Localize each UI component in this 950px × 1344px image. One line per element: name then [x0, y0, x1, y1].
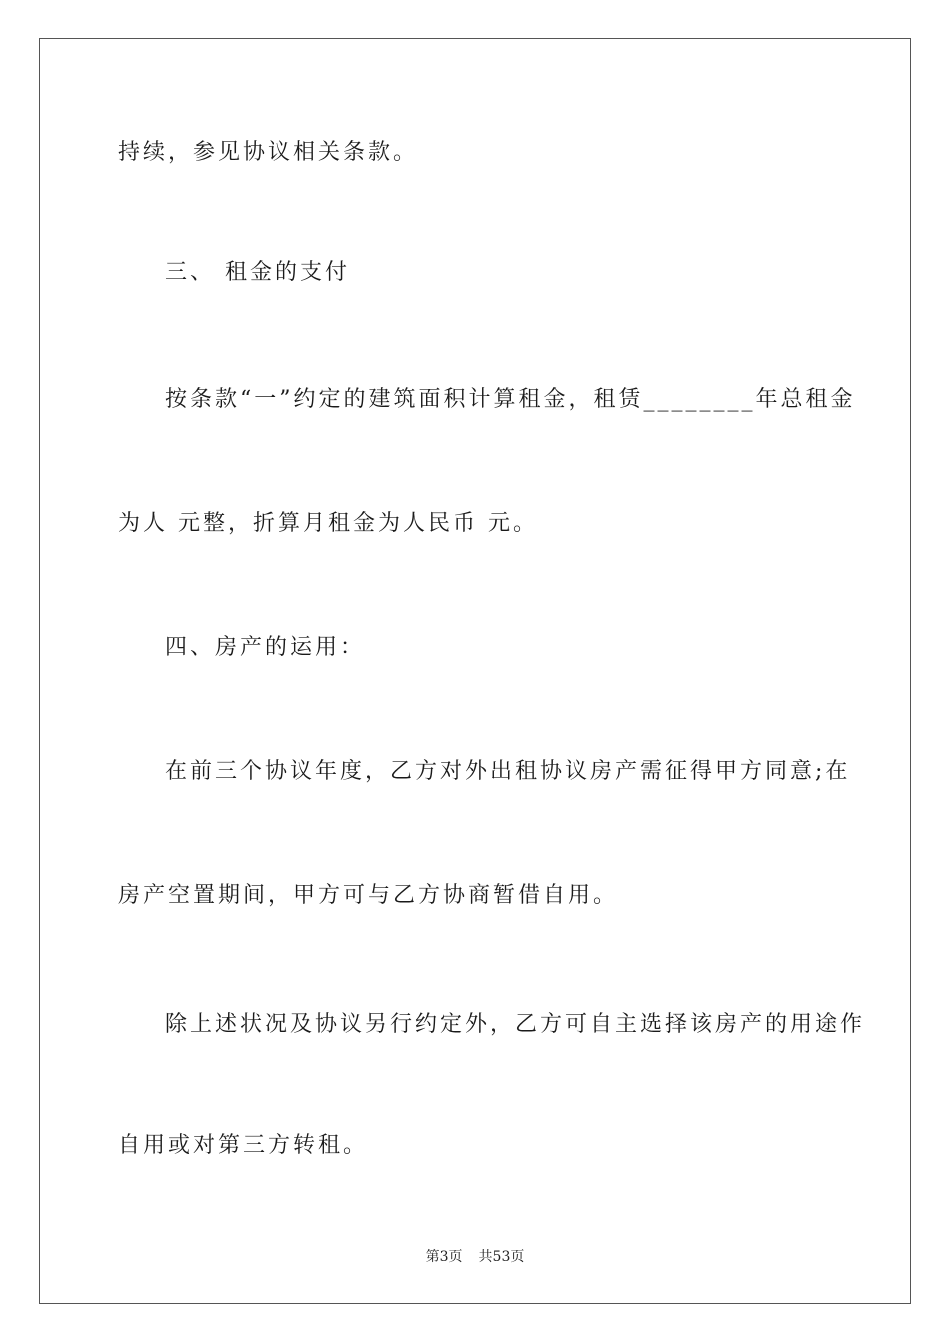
page-border [39, 38, 911, 1304]
section-heading-property-use: 四、房产的运用： [165, 635, 366, 660]
section-heading-rent-payment: 三、 租金的支付 [165, 260, 350, 285]
sublease-condition-text: 在前三个协议年度，乙方对外出租协议房产需征得甲方同意;在 [165, 759, 851, 784]
rent-calculation-text: 按条款“一”约定的建筑面积计算租金，租赁________年总租金 [165, 387, 856, 412]
page-number: 第3页 [425, 1249, 463, 1265]
total-pages: 共53页 [478, 1249, 525, 1265]
rent-amount-text: 为人 元整，折算月租金为人民币 元。 [118, 511, 538, 536]
sublet-text: 自用或对第三方转租。 [118, 1133, 369, 1158]
vacancy-use-text: 房产空置期间，甲方可与乙方协商暂借自用。 [118, 883, 619, 908]
usage-choice-text: 除上述状况及协议另行约定外，乙方可自主选择该房产的用途作 [165, 1012, 866, 1037]
page-footer [0, 1246, 950, 1266]
continuation-text: 持续，参见协议相关条款。 [118, 140, 419, 165]
